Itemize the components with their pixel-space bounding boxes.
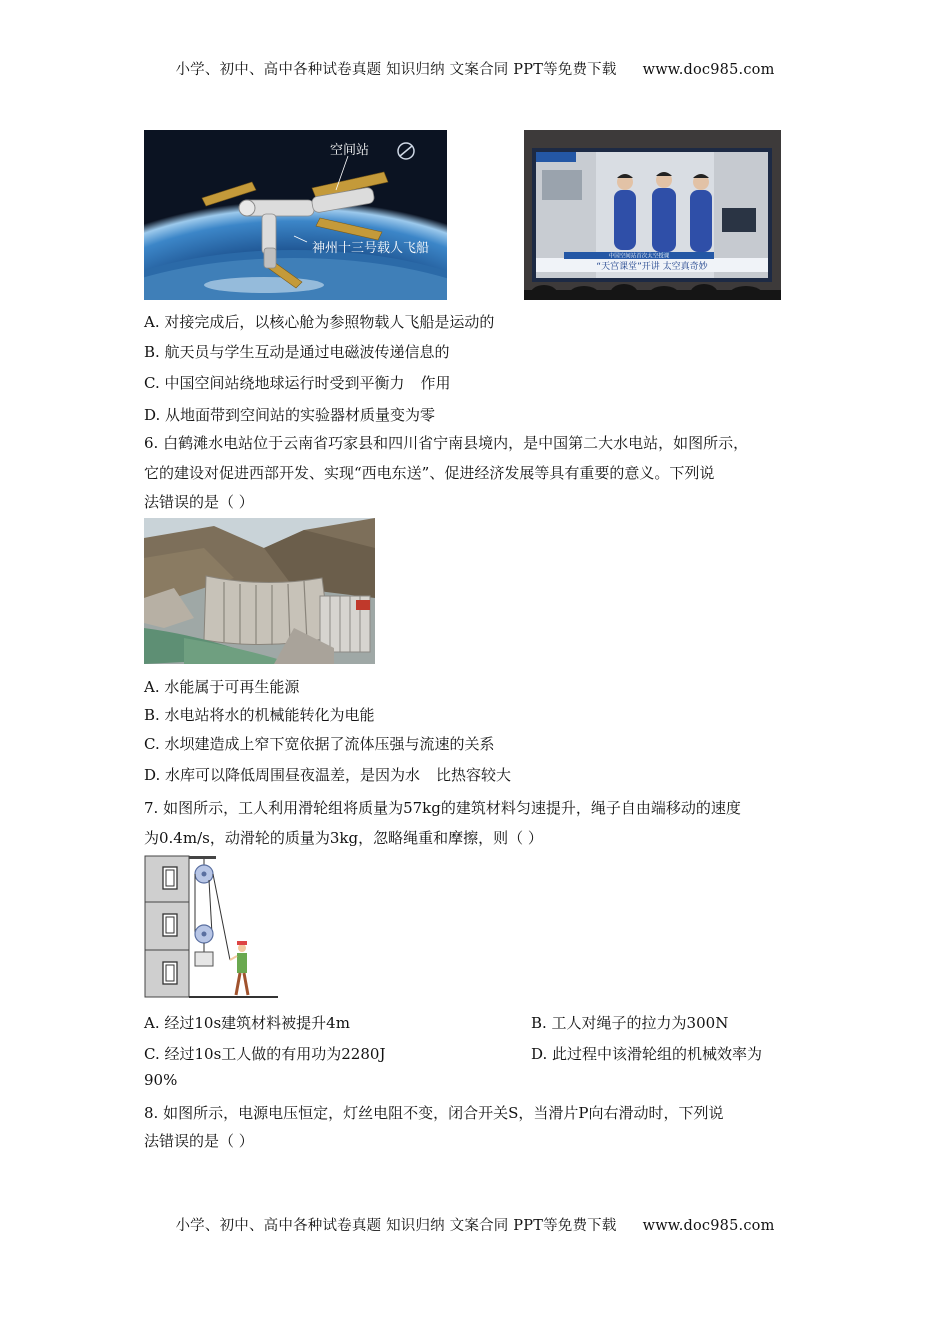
q7-option-d-continued: 90% <box>144 1071 178 1089</box>
tiangong-classroom-image <box>524 130 781 300</box>
q7-option-c: C. 经过10s工人做的有用功为2280J <box>144 1045 386 1063</box>
q5-option-a: A. 对接完成后，以核心舱为参照物载人飞船是运动的 <box>144 313 495 331</box>
q7-option-b: B. 工人对绳子的拉力为300N <box>531 1014 729 1032</box>
space-station-image <box>144 130 447 300</box>
q6-stem-line-3: 法错误的是（ ） <box>144 493 254 511</box>
q8-stem-line-1: 8. 如图所示，电源电压恒定，灯丝电阻不变，闭合开关S，当滑片P向右滑动时，下列说 <box>144 1104 724 1122</box>
footer-text: 小学、初中、高中各种试卷真题 知识归纳 文案合同 PPT等免费下载 <box>175 1218 617 1234</box>
q5-option-d: D. 从地面带到空间站的实验器材质量变为零 <box>144 406 436 424</box>
header-url[interactable]: www.doc985.com <box>642 62 775 78</box>
label-ship: 神州十三号载人飞船 <box>312 241 430 256</box>
q6-stem-line-2: 它的建设对促进西部开发、实现“西电东送”、促进经济发展等具有重要的意义。下列说 <box>144 464 715 482</box>
q6-stem-line-1: 6. 白鹤滩水电站位于云南省巧家县和四川省宁南县境内，是中国第二大水电站，如图所示， <box>144 434 749 452</box>
q6-option-b: B. 水电站将水的机械能转化为电能 <box>144 706 375 724</box>
q7-option-a: A. 经过10s建筑材料被提升4m <box>144 1014 350 1032</box>
q6-option-d-part1: D. 水库可以降低周围昼夜温差，是因为水 <box>144 766 421 784</box>
q7-stem-line-2: 为0.4m/s，动滑轮的质量为3kg，忽略绳重和摩擦，则（ ） <box>144 829 543 847</box>
page-footer <box>0 1214 950 1235</box>
q5-option-c <box>144 372 451 393</box>
classroom-top-banner: 中国空间站首次太空授课 <box>608 253 670 260</box>
q5-option-b: B. 航天员与学生互动是通过电磁波传递信息的 <box>144 343 450 361</box>
header-text: 小学、初中、高中各种试卷真题 知识归纳 文案合同 PPT等免费下载 <box>175 62 617 78</box>
label-station: 空间站 <box>330 143 370 158</box>
dam-image <box>144 518 375 664</box>
q5-option-c-part2: 作用 <box>420 374 451 392</box>
pulley-diagram <box>144 855 278 1000</box>
classroom-banner: “天宫课堂”开讲 太空真奇妙 <box>596 262 708 272</box>
q7-option-d: D. 此过程中该滑轮组的机械效率为 <box>531 1045 763 1063</box>
q6-option-d <box>144 764 511 785</box>
footer-url[interactable]: www.doc985.com <box>642 1218 775 1234</box>
q6-option-c: C. 水坝建造成上窄下宽依据了流体压强与流速的关系 <box>144 735 495 753</box>
q7-stem-line-1: 7. 如图所示，工人利用滑轮组将质量为57kg的建筑材料匀速提升，绳子自由端移动的速度 <box>144 799 741 817</box>
q8-stem-line-2: 法错误的是（ ） <box>144 1132 254 1150</box>
page-header <box>0 58 950 79</box>
q6-option-d-part2: 比热容较大 <box>436 766 512 784</box>
q5-option-c-part1: C. 中国空间站绕地球运行时受到平衡力 <box>144 374 405 392</box>
q6-option-a: A. 水能属于可再生能源 <box>144 678 300 696</box>
